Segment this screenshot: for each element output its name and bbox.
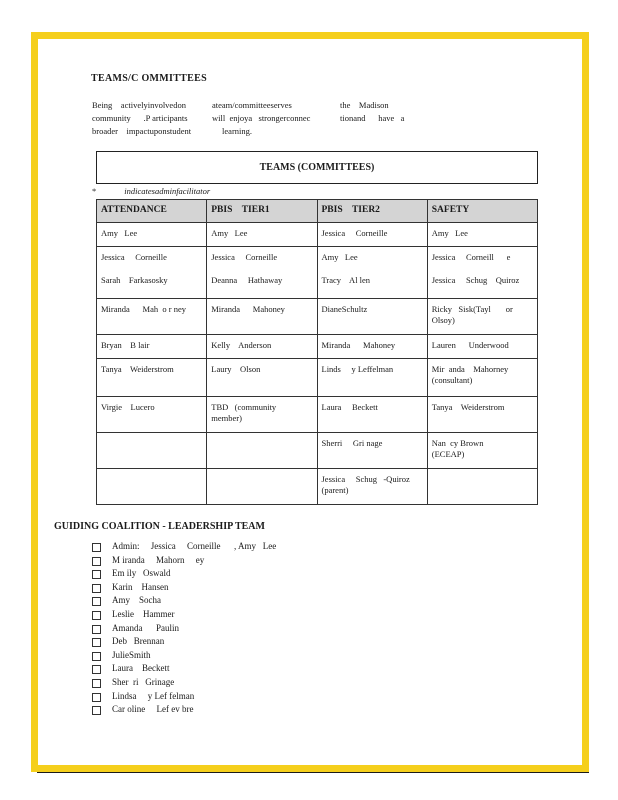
guiding-coalition-heading: GUIDING COALITION - LEADERSHIP TEAM: [54, 521, 265, 532]
checkbox-bullet-icon: [92, 625, 101, 634]
intro-text: broader impactuponstudent: [92, 126, 192, 136]
cell-text: Laura Beckett: [321, 402, 378, 412]
table-cell: [97, 335, 207, 359]
column-header: PBIS TIER1: [207, 200, 317, 223]
cell-text: Jessica Schug Quiroz: [431, 275, 520, 285]
cell-text: Amy Lee: [431, 228, 468, 238]
intro-paragraph: [92, 99, 414, 138]
table-cell: [207, 223, 317, 247]
table-header-row: [97, 200, 538, 223]
cell-text: Jessica Corneill e: [431, 252, 511, 262]
intro-text: [344, 125, 414, 138]
table-cell: [207, 469, 317, 505]
member-item: [92, 662, 276, 676]
teams-table: [96, 199, 538, 505]
table-row: [97, 359, 538, 397]
table-cell: [97, 247, 207, 299]
cell-spacer: [211, 474, 312, 486]
table-cell: [317, 223, 427, 247]
cell-text: Miranda Mahoney: [211, 304, 285, 314]
cell-spacer: [101, 438, 202, 450]
cell-spacer: [211, 263, 312, 275]
table-cell: [427, 397, 537, 433]
checkbox-bullet-icon: [92, 570, 101, 579]
table-row: [97, 223, 538, 247]
table-cell: [317, 397, 427, 433]
member-item: [92, 540, 276, 554]
cell-text: Linds y Leffelman: [321, 364, 394, 374]
table-cell: [207, 247, 317, 299]
table-cell: [317, 335, 427, 359]
cell-text: Sarah Farkasosky: [101, 275, 168, 285]
checkbox-bullet-icon: [92, 706, 101, 715]
member-name: Car oline Lef ev bre: [112, 704, 194, 715]
cell-spacer: [432, 474, 533, 486]
table-row: [97, 397, 538, 433]
table-cell: [207, 335, 317, 359]
intro-line: [92, 112, 414, 125]
cell-text: (ECEAP): [431, 449, 465, 459]
cell-text: Bryan B lair: [101, 340, 150, 350]
table-cell: [317, 359, 427, 397]
coalition-member-list: [92, 540, 276, 717]
member-item: [92, 594, 276, 608]
note-marker: *: [92, 186, 97, 196]
cell-text: Virgie Lucero: [101, 402, 155, 412]
cell-text: Jessica Corneille: [321, 228, 388, 238]
teams-committees-heading: TEAMS/C OMMITTEES: [91, 73, 207, 84]
checkbox-bullet-icon: [92, 638, 101, 647]
table-body: [97, 223, 538, 505]
cell-text: Ricky Sisk(Tayl or: [431, 304, 513, 314]
cell-text: Amy Lee: [101, 228, 138, 238]
checkbox-bullet-icon: [92, 652, 101, 661]
column-header: PBIS TIER2: [317, 200, 427, 223]
member-name: M iranda Mahorn ey: [112, 554, 205, 565]
checkbox-bullet-icon: [92, 557, 101, 566]
cell-spacer: [101, 263, 202, 275]
cell-text: Olsoy): [431, 315, 455, 325]
intro-line: [92, 125, 414, 138]
table-cell: [207, 299, 317, 335]
member-name: JulieSmith: [112, 649, 151, 660]
table-title: TEAMS (COMMITTEES): [259, 162, 375, 173]
note-text: indicatesadminfacilitator: [124, 186, 211, 196]
intro-text: Being activelyinvolvedon: [92, 100, 186, 110]
table-cell: [97, 397, 207, 433]
intro-text: will enjoya strongerconnec: [212, 113, 311, 123]
cell-text: Kelly Anderson: [211, 340, 272, 350]
checkbox-bullet-icon: [92, 597, 101, 606]
cell-spacer: [322, 263, 423, 275]
table-cell: [317, 469, 427, 505]
member-item: [92, 635, 276, 649]
checkbox-bullet-icon: [92, 665, 101, 674]
cell-text: Mir anda Mahorney: [431, 364, 509, 374]
cell-text: Jessica Corneille: [101, 252, 167, 262]
intro-text: tionand have a: [340, 113, 405, 123]
member-item: [92, 703, 276, 717]
cell-spacer: [101, 474, 202, 486]
member-item: [92, 554, 276, 568]
table-cell: [317, 299, 427, 335]
cell-text: (parent): [321, 485, 349, 495]
column-header: SAFETY: [427, 200, 537, 223]
cell-text: Jessica Schug -Quiroz: [321, 474, 410, 484]
table-cell: [207, 397, 317, 433]
cell-text: Amy Lee: [321, 252, 358, 262]
cell-text: Tanya Weiderstrom: [431, 402, 505, 412]
table-cell: [97, 359, 207, 397]
member-item: [92, 622, 276, 636]
intro-line: [92, 99, 414, 112]
cell-spacer: [211, 438, 312, 450]
table-row: [97, 299, 538, 335]
member-name: Amy Socha: [112, 595, 161, 606]
member-name: Lindsa y Lef felman: [112, 690, 195, 701]
cell-text: Jessica Corneille: [211, 252, 278, 262]
member-name: Leslie Hammer: [112, 608, 175, 619]
column-header: ATTENDANCE: [97, 200, 207, 223]
cell-text: Tracy Al len: [321, 275, 371, 285]
member-name: Karin Hansen: [112, 581, 169, 592]
table-cell: [97, 299, 207, 335]
checkbox-bullet-icon: [92, 584, 101, 593]
table-cell: [427, 299, 537, 335]
member-item: [92, 581, 276, 595]
cell-text: Deanna Hathaway: [211, 275, 283, 285]
table-cell: [317, 247, 427, 299]
cell-text: Miranda Mah o r ney: [101, 304, 186, 314]
cell-text: TBD (community: [211, 402, 277, 412]
member-item: [92, 690, 276, 704]
table-cell: [427, 335, 537, 359]
intro-text: ateam/committeeserves: [212, 100, 292, 110]
cell-spacer: [432, 263, 533, 275]
checkbox-bullet-icon: [92, 679, 101, 688]
member-name: Admin: Jessica Corneille , Amy Lee: [112, 541, 277, 551]
table-cell: [427, 433, 537, 469]
cell-text: Amy Lee: [211, 228, 248, 238]
cell-text: (consultant): [431, 375, 473, 385]
table-cell: [97, 223, 207, 247]
member-item: [92, 608, 276, 622]
member-item: [92, 649, 276, 663]
table-row: [97, 247, 538, 299]
checkbox-bullet-icon: [92, 543, 101, 552]
table-cell: [427, 359, 537, 397]
checkbox-bullet-icon: [92, 693, 101, 702]
intro-text: the Madison: [340, 100, 389, 110]
table-row: [97, 335, 538, 359]
member-item: [92, 676, 276, 690]
member-name: Sher ri Grinage: [112, 676, 175, 687]
table-cell: [427, 469, 537, 505]
cell-text: DianeSchultz: [321, 304, 368, 314]
cell-text: Tanya Weiderstrom: [101, 364, 174, 374]
member-name: Laura Beckett: [112, 663, 170, 674]
member-name: Deb Brennan: [112, 636, 165, 647]
intro-text: learning.: [222, 126, 253, 136]
table-cell: [207, 359, 317, 397]
cell-text: Miranda Mahoney: [321, 340, 396, 350]
table-title-box: [96, 151, 538, 184]
table-row: [97, 469, 538, 505]
intro-text: community .P articipants: [92, 113, 188, 123]
member-name: Amanda Paulin: [112, 622, 179, 633]
member-name: Em ily Oswald: [112, 568, 171, 579]
cell-text: Sherri Gri nage: [321, 438, 383, 448]
cell-text: member): [211, 413, 242, 423]
table-cell: [427, 247, 537, 299]
table-cell: [97, 433, 207, 469]
cell-text: Laury Olson: [211, 364, 261, 374]
table-cell: [317, 433, 427, 469]
checkbox-bullet-icon: [92, 611, 101, 620]
table-cell: [207, 433, 317, 469]
cell-text: Nan cy Brown: [431, 438, 484, 448]
table-row: [97, 433, 538, 469]
table-cell: [427, 223, 537, 247]
facilitator-note: [92, 186, 210, 196]
cell-text: Lauren Underwood: [431, 340, 509, 350]
table-cell: [97, 469, 207, 505]
member-item: [92, 567, 276, 581]
